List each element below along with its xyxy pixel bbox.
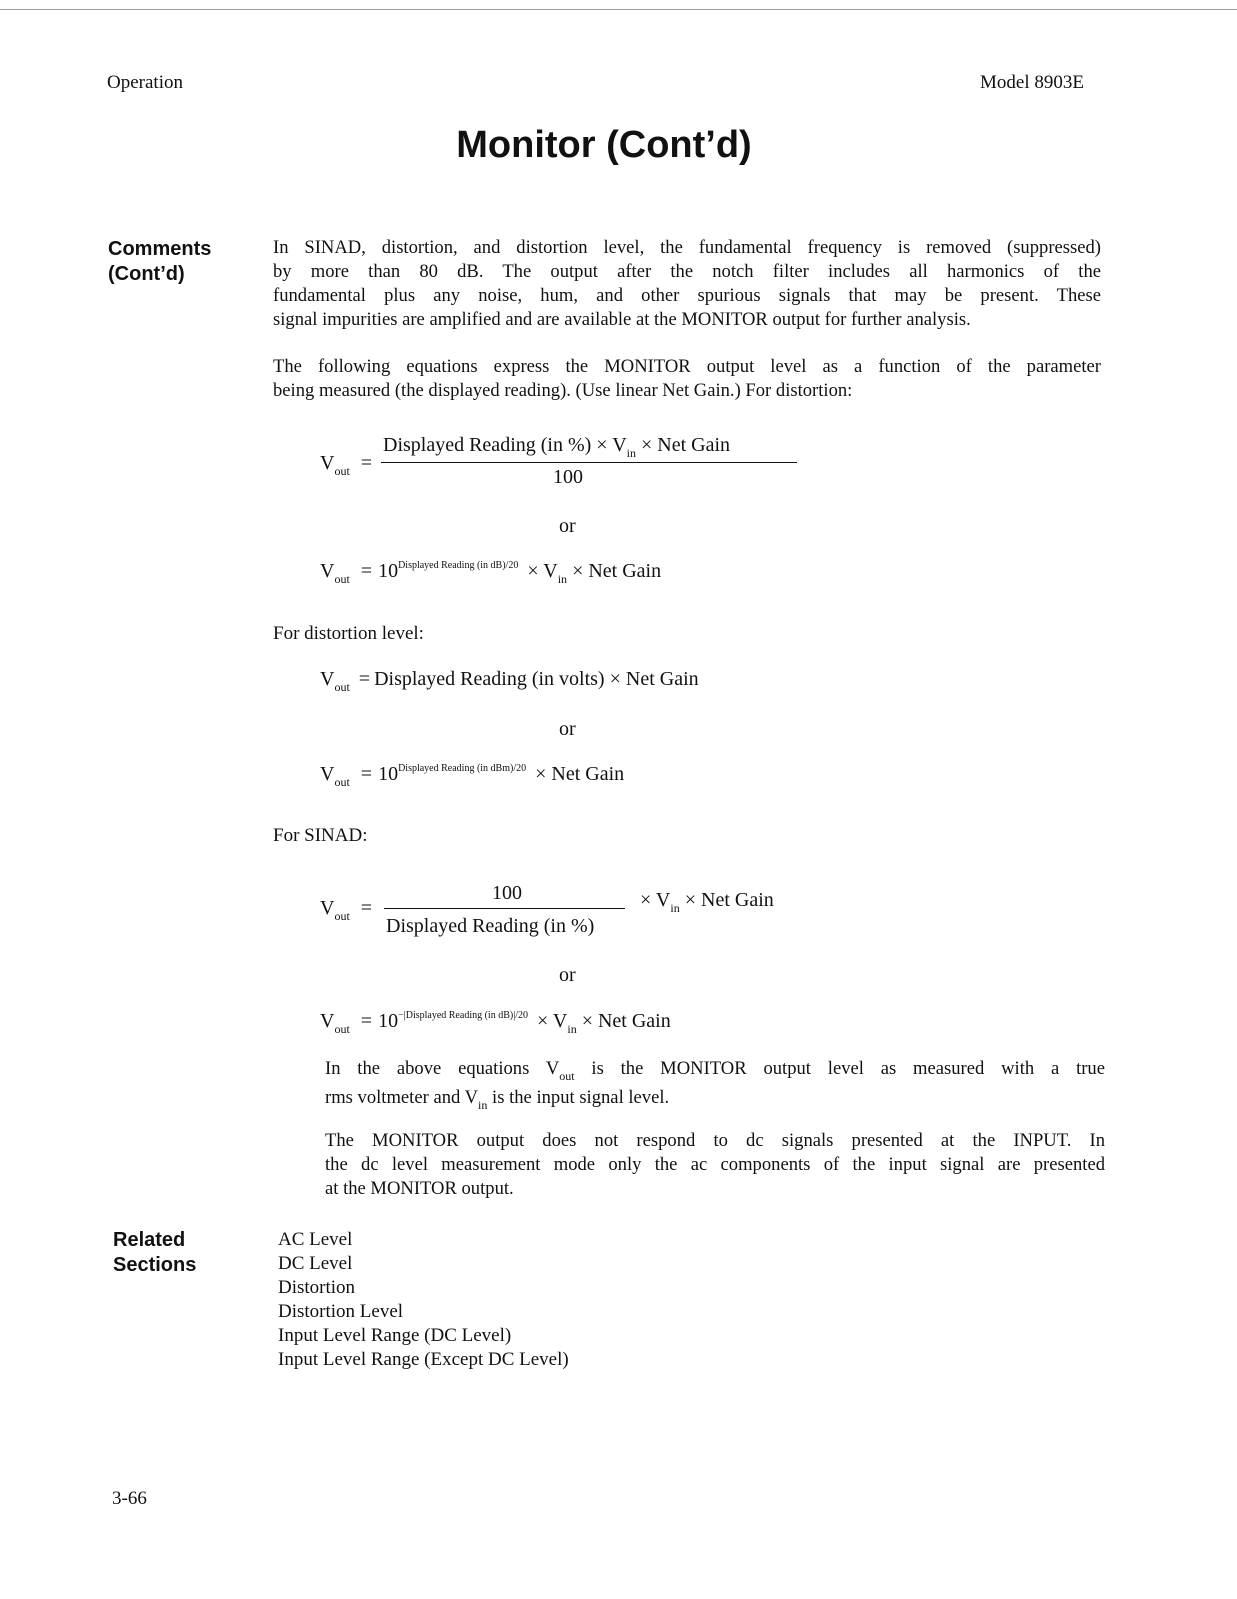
related-item: AC Level [278,1229,353,1250]
header-section: Operation [107,72,183,93]
equation-sinad-db: $V_{out} = 10^{-|Displayed Reading (in dB)|/20} \times V_{in}$ × Net Gain [320,1010,671,1036]
for-distortion-level: For distortion level: [273,623,424,644]
equation-distortion-db: $V_{out} = 10^{Displayed Reading (in dB)/20} \times V_{in}$ × Net Gain [320,560,662,586]
equation-level-volts: $V_{out}$ = Displayed Reading (in volts) × Net Gain [320,668,699,694]
related-item: Distortion Level [278,1301,404,1322]
related-item: DC Level [278,1253,353,1274]
related-sections-label: Related Sections [113,1229,197,1276]
or-3: or [559,964,576,986]
related-item: Input Level Range (DC Level) [278,1325,512,1346]
comments-paragraph-2: The following equations express the MONITOR output level as a function of the parameter being measured (the displayed reading). (Use linear Net Gain.) For distortion: [273,356,1101,401]
fraction-bar [381,462,797,463]
related-sections-list [278,1228,569,1372]
or-2: or [559,718,576,740]
fraction-bar [384,908,625,909]
header-model: Model 8903E [980,72,1084,93]
for-sinad: For SINAD: [273,825,368,846]
page-title: Monitor (Cont’d) [456,124,752,166]
comments-label: Comments (Cont’d) [108,238,212,285]
related-item: Distortion [278,1277,356,1298]
dc-response-note: The MONITOR output does not respond to dc signals presented at the INPUT. In the dc level measurement mode only the ac components of the input signal are presented at the MONITOR output. [325,1130,1105,1199]
related-item: Input Level Range (Except DC Level) [278,1349,569,1370]
top-rule [0,9,1237,10]
or-1: or [559,515,576,537]
comments-paragraph-1: In SINAD, distortion, and distortion level, the fundamental frequency is removed (suppressed) by more than 80 dB. The output after the notch filter includes all harmonics of the fundamental plus any noise, hum, and other spurious signals that may be present. These signal impurities are amplified and are available at the MONITOR output for further analysis. [273,237,1101,330]
page-number: 3-66 [112,1488,147,1509]
equation-level-dbm: $V_{out} = 10^{Displayed Reading (in dBm)/20}$ × Net Gain [320,763,625,789]
equations-explanation: In the above equations $V_{out}$ is the MONITOR output level as measured with a true rms voltmeter and $V_{in}$ is the input signal level. [325,1058,1105,1112]
